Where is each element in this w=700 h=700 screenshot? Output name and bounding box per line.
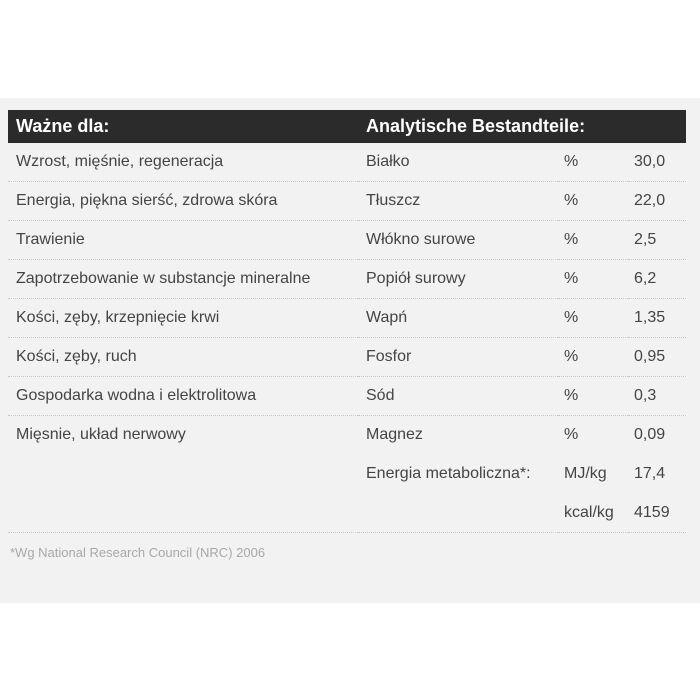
value-cell: 4159: [628, 494, 686, 533]
component-cell: Popiół surowy: [358, 260, 558, 299]
value-cell: 0,09: [634, 426, 666, 443]
purpose-cell: Gospodarka wodna i elektrolitowa: [8, 377, 358, 416]
purpose-cell: Kości, zęby, ruch: [8, 338, 358, 377]
component-cell: Magnez: [366, 426, 423, 443]
purpose-cell: Energia, piękna sierść, zdrowa skóra: [8, 182, 358, 221]
value-cell: 1,35: [628, 299, 686, 338]
component-cell: Energia metaboliczna*:: [366, 465, 531, 482]
unit-cell: %: [558, 299, 628, 338]
value-cell: 2,5: [628, 221, 686, 260]
unit-cell: %: [564, 426, 579, 443]
component-cell: Białko: [358, 143, 558, 182]
purpose-cell: Mięsnie, układ nerwowy: [16, 426, 186, 443]
analysis-table: [8, 110, 686, 533]
value-cell: 30,0: [628, 143, 686, 182]
table-row: [8, 221, 686, 260]
purpose-cell: [8, 455, 358, 494]
table-row: [8, 182, 686, 221]
table-row: [8, 377, 686, 416]
unit-cell: %: [558, 182, 628, 221]
component-cell: Wapń: [358, 299, 558, 338]
table-row: [8, 416, 686, 455]
purpose-cell: Zapotrzebowanie w substancje mineralne: [8, 260, 358, 299]
unit-cell: %: [558, 338, 628, 377]
table-row: [8, 455, 686, 494]
component-cell: Tłuszcz: [358, 182, 558, 221]
value-cell: 0,95: [628, 338, 686, 377]
unit-cell: %: [558, 221, 628, 260]
unit-cell: MJ/kg: [564, 465, 607, 482]
component-cell: Fosfor: [358, 338, 558, 377]
header-important-for: Ważne dla:: [8, 110, 358, 143]
purpose-cell: Trawienie: [8, 221, 358, 260]
value-cell: 22,0: [628, 182, 686, 221]
value-cell: 17,4: [634, 465, 666, 482]
purpose-cell: [8, 494, 358, 533]
purpose-cell: Wzrost, mięśnie, regeneracja: [8, 143, 358, 182]
header-analytical-components: Analytische Bestandteile:: [358, 110, 686, 143]
table-row: [8, 494, 686, 533]
unit-cell: %: [558, 377, 628, 416]
table-header-row: [8, 110, 686, 143]
value-cell: 6,2: [628, 260, 686, 299]
value-cell: 0,3: [628, 377, 686, 416]
component-cell: Sód: [358, 377, 558, 416]
table-row: [8, 299, 686, 338]
unit-cell: kcal/kg: [558, 494, 628, 533]
analysis-panel: [0, 98, 700, 603]
table-row: [8, 338, 686, 377]
unit-cell: %: [558, 260, 628, 299]
table-row: [8, 143, 686, 182]
unit-cell: %: [558, 143, 628, 182]
table-row: [8, 260, 686, 299]
purpose-cell: Kości, zęby, krzepnięcie krwi: [8, 299, 358, 338]
component-cell: Włókno surowe: [358, 221, 558, 260]
footnote: *Wg National Research Council (NRC) 2006: [10, 545, 266, 560]
component-cell: [358, 494, 558, 533]
